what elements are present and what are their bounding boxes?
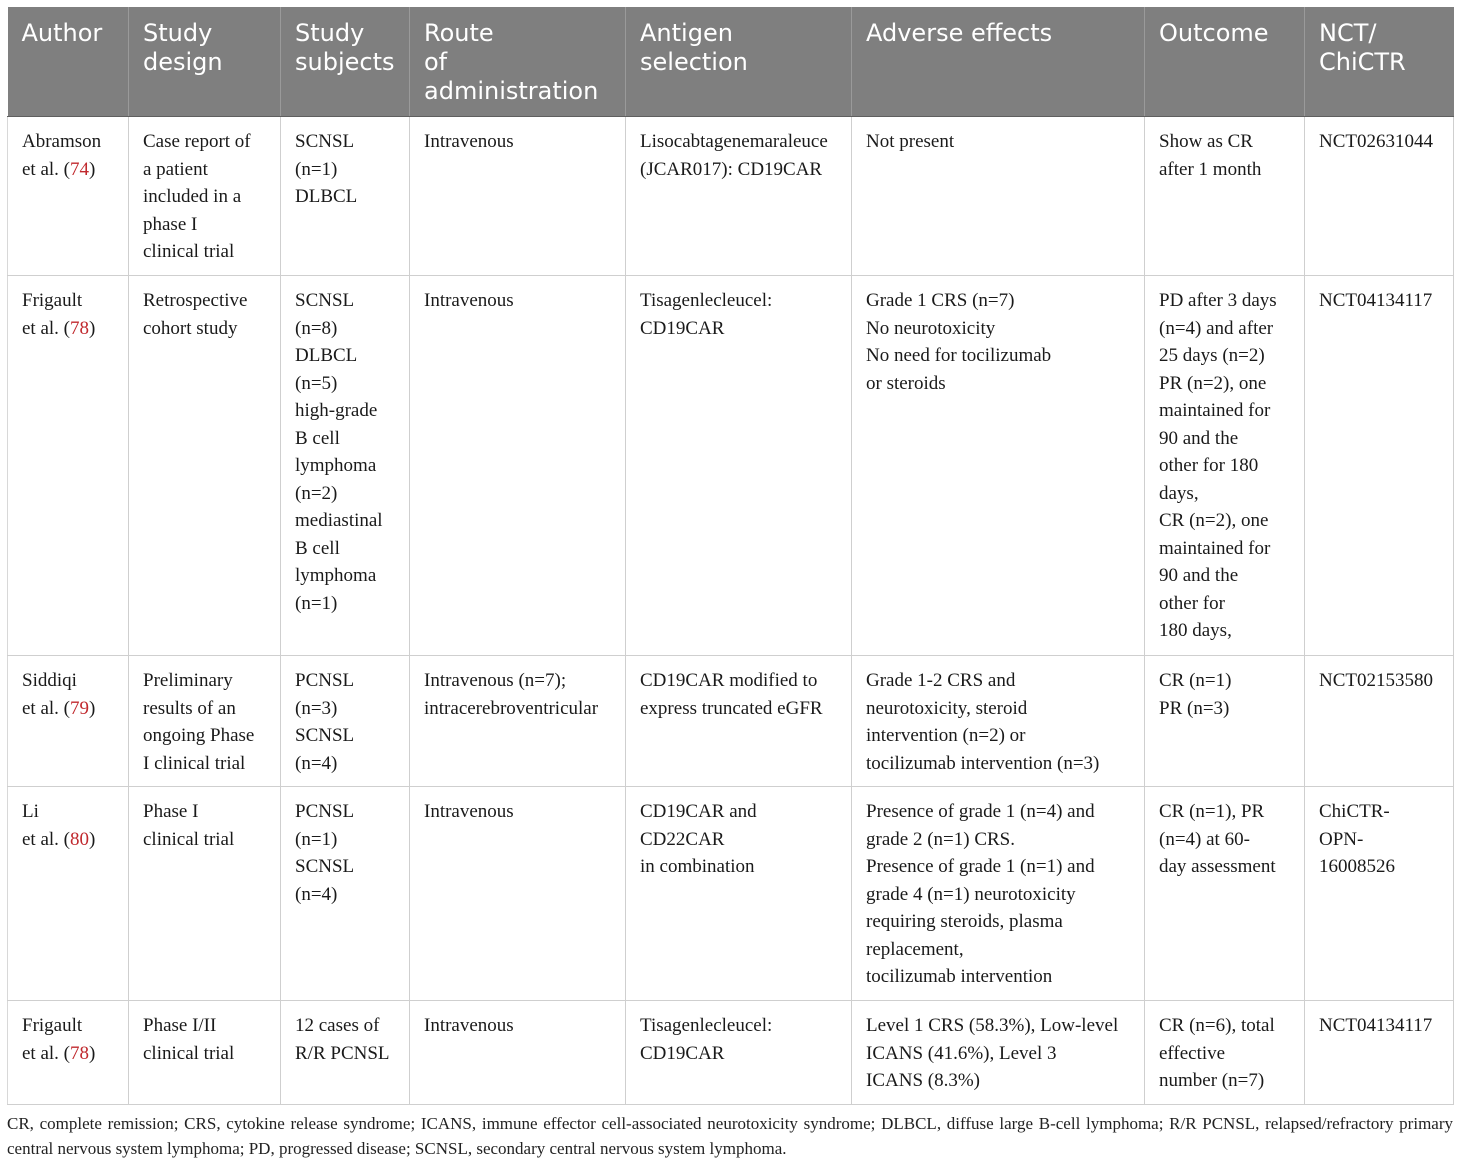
reference-link[interactable]: 78 <box>70 317 90 339</box>
reference-link[interactable]: 78 <box>70 1042 90 1064</box>
cell-outcome: CR (n=1) PR (n=3) <box>1145 656 1305 787</box>
cell-nct: ChiCTR- OPN- 16008526 <box>1305 787 1454 1001</box>
cell-outcome: Show as CR after 1 month <box>1145 117 1305 276</box>
cell-adverse: Level 1 CRS (58.3%), Low-level ICANS (41.6%), Level 3 ICANS (8.3%) <box>852 1001 1145 1105</box>
cell-author: Abramson et al. (74) <box>8 117 129 276</box>
header-study-subjects: Study subjects <box>281 7 410 117</box>
table-row <box>8 1001 1454 1105</box>
cell-adverse: Grade 1-2 CRS and neurotoxicity, steroid intervention (n=2) or tocilizumab intervention (n=3) <box>852 656 1145 787</box>
studies-table <box>7 7 1454 1105</box>
cell-route: Intravenous <box>410 787 626 1001</box>
table-row <box>8 656 1454 787</box>
cell-design: Preliminary results of an ongoing Phase I clinical trial <box>129 656 281 787</box>
header-antigen: Antigen selection <box>626 7 852 117</box>
cell-design: Phase I clinical trial <box>129 787 281 1001</box>
header-author: Author <box>8 7 129 117</box>
cell-nct: NCT02153580 <box>1305 656 1454 787</box>
header-adverse-effects: Adverse effects <box>852 7 1145 117</box>
cell-nct: NCT02631044 <box>1305 117 1454 276</box>
cell-design: Retrospective cohort study <box>129 276 281 656</box>
cell-adverse: Not present <box>852 117 1145 276</box>
cell-antigen: CD19CAR and CD22CAR in combination <box>626 787 852 1001</box>
cell-nct: NCT04134117 <box>1305 1001 1454 1105</box>
cell-antigen: CD19CAR modified to express truncated eGFR <box>626 656 852 787</box>
cell-antigen: Lisocabtagenemaraleuce (JCAR017): CD19CAR <box>626 117 852 276</box>
cell-subjects: PCNSL (n=1) SCNSL (n=4) <box>281 787 410 1001</box>
table-row <box>8 276 1454 656</box>
cell-outcome: CR (n=6), total effective number (n=7) <box>1145 1001 1305 1105</box>
table-footnote: CR, complete remission; CRS, cytokine release syndrome; ICANS, immune effector cell-associated neurotoxicity syndrome; DLBCL, diffuse large B-cell lymphoma; R/R PCNSL, relapsed/refractory primary central nervous system lymphoma; PD, progressed disease; SCNSL, secondary central nervous system lymphoma. <box>7 1114 1453 1158</box>
cell-outcome: CR (n=1), PR (n=4) at 60- day assessment <box>1145 787 1305 1001</box>
cell-antigen: Tisagenlecleucel: CD19CAR <box>626 276 852 656</box>
cell-design: Case report of a patient included in a phase I clinical trial <box>129 117 281 276</box>
cell-route: Intravenous (n=7); intracerebroventricular <box>410 656 626 787</box>
cell-subjects: SCNSL (n=8) DLBCL (n=5) high-grade B cell lymphoma (n=2) mediastinal B cell lymphoma (n=1) <box>281 276 410 656</box>
cell-outcome: PD after 3 days (n=4) and after 25 days (n=2) PR (n=2), one maintained for 90 and the other for 180 days, CR (n=2), one maintained for 90 and the other for 180 days, <box>1145 276 1305 656</box>
cell-route: Intravenous <box>410 276 626 656</box>
cell-subjects: PCNSL (n=3) SCNSL (n=4) <box>281 656 410 787</box>
header-row <box>8 7 1454 117</box>
cell-author: Li et al. (80) <box>8 787 129 1001</box>
cell-adverse: Grade 1 CRS (n=7) No neurotoxicity No need for tocilizumab or steroids <box>852 276 1145 656</box>
cell-design: Phase I/II clinical trial <box>129 1001 281 1105</box>
cell-nct: NCT04134117 <box>1305 276 1454 656</box>
reference-link[interactable]: 79 <box>70 697 90 719</box>
cell-antigen: Tisagenlecleucel: CD19CAR <box>626 1001 852 1105</box>
table-row <box>8 117 1454 276</box>
cell-route: Intravenous <box>410 1001 626 1105</box>
header-study-design: Study design <box>129 7 281 117</box>
cell-author: Siddiqi et al. (79) <box>8 656 129 787</box>
cell-subjects: SCNSL (n=1) DLBCL <box>281 117 410 276</box>
cell-author: Frigault et al. (78) <box>8 1001 129 1105</box>
reference-link[interactable]: 80 <box>70 828 90 850</box>
cell-subjects: 12 cases of R/R PCNSL <box>281 1001 410 1105</box>
reference-link[interactable]: 74 <box>70 158 90 180</box>
table-row <box>8 787 1454 1001</box>
cell-route: Intravenous <box>410 117 626 276</box>
header-outcome: Outcome <box>1145 7 1305 117</box>
cell-adverse: Presence of grade 1 (n=4) and grade 2 (n=1) CRS. Presence of grade 1 (n=1) and grade 4 (n=1) neurotoxicity requiring steroids, plasma replacement, tocilizumab intervention <box>852 787 1145 1001</box>
header-route: Route of administration <box>410 7 626 117</box>
cell-author: Frigault et al. (78) <box>8 276 129 656</box>
header-nct: NCT/ ChiCTR <box>1305 7 1454 117</box>
